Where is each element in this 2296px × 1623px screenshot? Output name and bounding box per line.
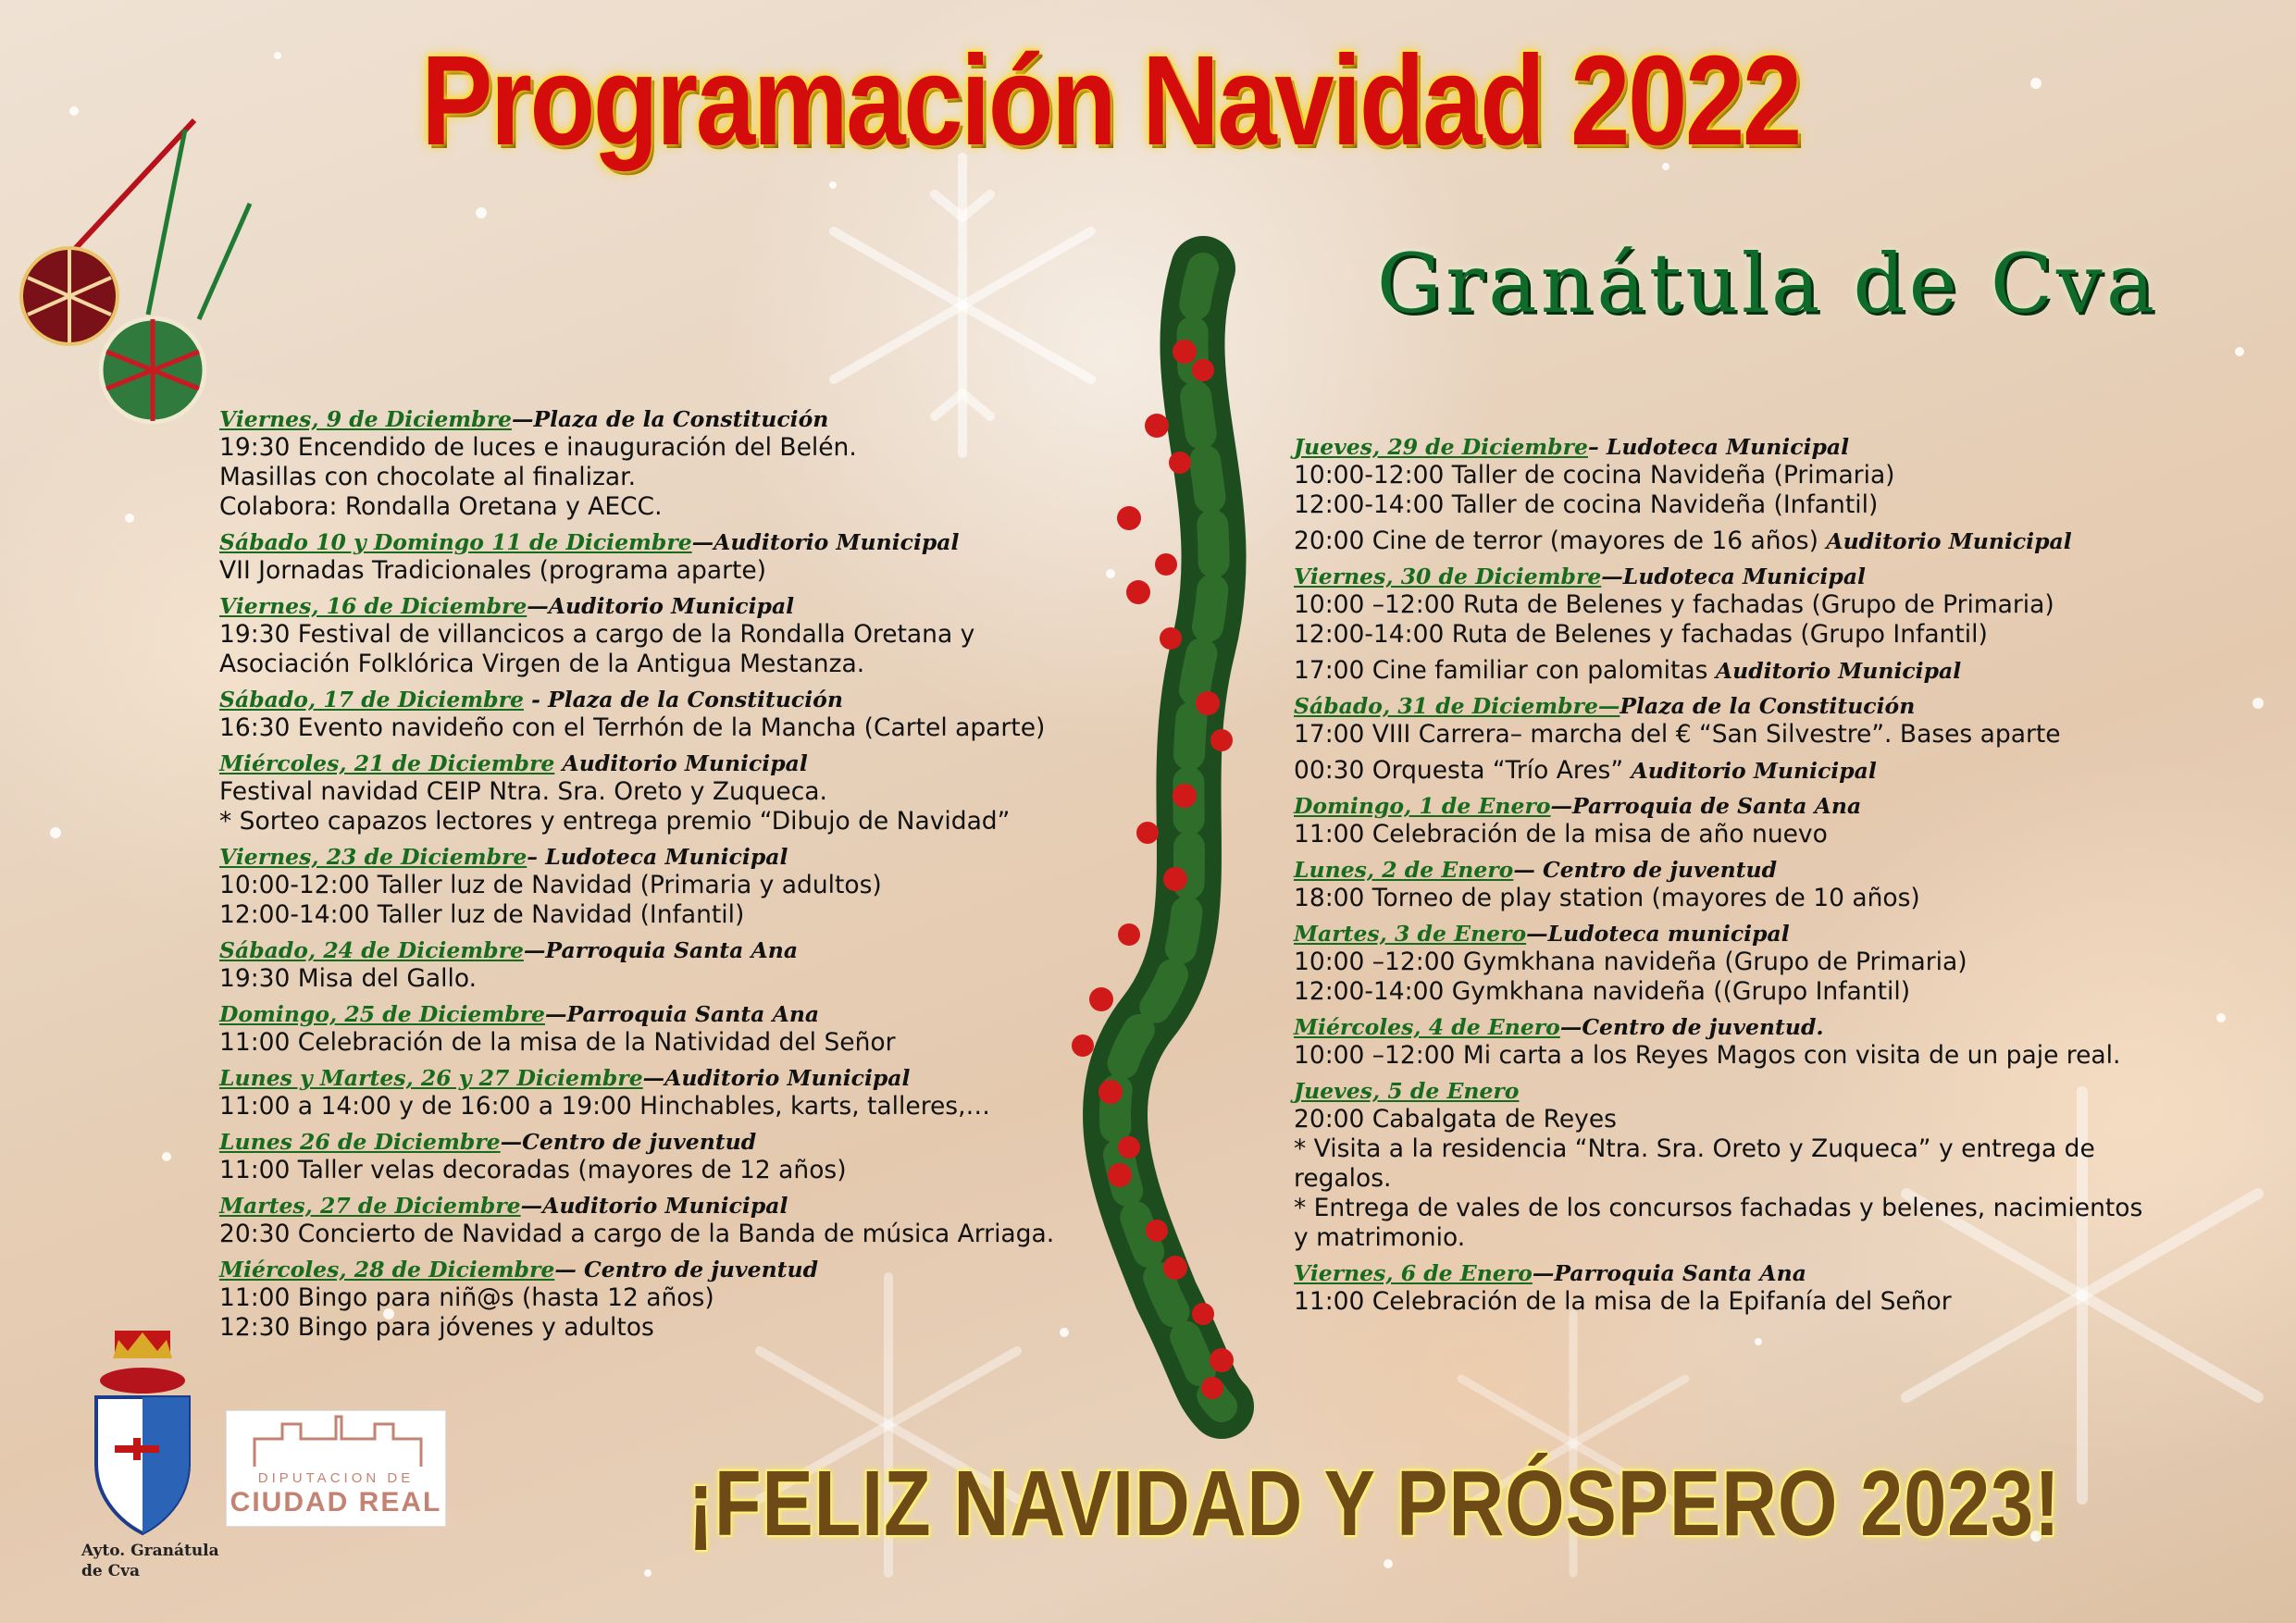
event-entry <box>1294 856 2182 913</box>
event-line: 10:00 –12:00 Gymkhana navideña (Grupo de Primaria) <box>1294 948 1967 976</box>
event-entry <box>1294 792 2182 849</box>
event-header <box>219 1192 1080 1220</box>
event-header <box>1294 1077 2182 1105</box>
event-line: 11:00 Taller velas decoradas (mayores de 12 años) <box>219 1156 847 1184</box>
event-line: 10:00 –12:00 Ruta de Belenes y fachadas (Grupo de Primaria) <box>1294 590 2054 619</box>
event-place: Plaza de la Constitución <box>1620 693 1916 719</box>
event-line: Masillas con chocolate al finalizar. <box>219 463 637 491</box>
event-date: Miércoles, 28 de Diciembre <box>219 1257 555 1282</box>
event-line: 19:30 Encendido de luces e inauguración del Belén. <box>219 433 857 462</box>
event-header <box>219 750 1080 777</box>
event-entry <box>1294 1013 2182 1071</box>
right-event-column <box>1294 433 2182 1323</box>
ornament-balls-icon <box>21 120 250 422</box>
event-place: —Parroquia de Santa Ana <box>1550 793 1862 819</box>
event-line: 20:30 Concierto de Navidad a cargo de la Banda de música Arriaga. <box>219 1220 1055 1248</box>
event-line: * Visita a la residencia “Ntra. Sra. Oreto y Zuqueca” y entrega de <box>1294 1134 2095 1163</box>
event-place: —Parroquia Santa Ana <box>1532 1260 1806 1286</box>
event-entry <box>219 1000 1080 1058</box>
event-place: —Auditorio Municipal <box>520 1193 788 1219</box>
event-line: 20:00 Cabalgata de Reyes <box>1294 1105 1617 1134</box>
event-entry <box>219 528 1080 586</box>
event-line: 17:00 VIII Carrera– marcha del € “San Silvestre”. Bases aparte <box>1294 720 2061 749</box>
event-line: 12:00-14:00 Taller de cocina Navideña (Infantil) <box>1294 490 1879 519</box>
event-date: Viernes, 23 de Diciembre <box>219 844 527 870</box>
event-line-text: 20:00 Cine de terror (mayores de 16 años) <box>1294 527 1827 555</box>
diputacion-logo <box>226 1410 446 1527</box>
event-header <box>1294 563 2182 590</box>
event-line: 11:00 Celebración de la misa de la Epifanía del Señor <box>1294 1287 1952 1316</box>
event-header <box>219 1064 1080 1092</box>
event-line: 12:00-14:00 Taller luz de Navidad (Infantil) <box>219 900 745 929</box>
event-place: —Centro de juventud. <box>1559 1014 1824 1040</box>
event-line: 12:30 Bingo para jóvenes y adultos <box>219 1313 654 1342</box>
event-line: 16:30 Evento navideño con el Terrhón de la Mancha (Cartel aparte) <box>219 713 1046 742</box>
event-header <box>1294 692 2182 720</box>
event-date: Domingo, 25 de Diciembre <box>219 1001 545 1027</box>
event-date: Sábado 10 y Domingo 11 de Diciembre <box>219 529 692 555</box>
event-entry <box>219 750 1080 836</box>
event-line: Festival navidad CEIP Ntra. Sra. Oreto y Zuqueca. <box>219 777 827 806</box>
event-entry <box>219 843 1080 930</box>
event-date: Miércoles, 21 de Diciembre <box>219 750 555 776</box>
event-date: Domingo, 1 de Enero <box>1294 793 1551 819</box>
event-header <box>1294 1013 2182 1041</box>
event-place: —Ludoteca municipal <box>1526 921 1790 947</box>
event-entry <box>219 592 1080 679</box>
event-header <box>219 405 1080 433</box>
ayto-caption-line2: de Cva <box>81 1562 141 1580</box>
event-place: —Plaza de la Constitución <box>511 406 829 432</box>
event-place: —Auditorio Municipal <box>527 593 795 619</box>
event-header <box>219 936 1080 964</box>
event-line <box>1294 527 2182 556</box>
event-line: 18:00 Torneo de play station (mayores de 10 años) <box>1294 884 1920 912</box>
event-line: y matrimonio. <box>1294 1223 1466 1252</box>
event-date: Sábado, 31 de Diciembre— <box>1294 693 1620 719</box>
event-date: Viernes, 6 de Enero <box>1294 1260 1533 1286</box>
event-entry <box>1294 692 2182 750</box>
event-entry <box>1294 920 2182 1007</box>
event-line: 10:00-12:00 Taller luz de Navidad (Primaria y adultos) <box>219 871 882 899</box>
event-entry <box>219 1064 1080 1121</box>
event-line: 11:00 Celebración de la misa de año nuevo <box>1294 820 1828 849</box>
event-line: VII Jornadas Tradicionales (programa aparte) <box>219 556 766 585</box>
event-line: 11:00 Bingo para niñ@s (hasta 12 años) <box>219 1283 714 1312</box>
event-line: * Entrega de vales de los concursos fachadas y belenes, nacimientos <box>1294 1194 2143 1222</box>
event-entry <box>219 936 1080 994</box>
event-place: —Centro de juventud <box>500 1129 757 1155</box>
event-header <box>219 1000 1080 1028</box>
event-date: Lunes 26 de Diciembre <box>219 1129 501 1155</box>
event-line <box>1294 756 2182 786</box>
event-header <box>1294 433 2182 461</box>
event-date: Miércoles, 4 de Enero <box>1294 1014 1560 1040</box>
event-header <box>1294 920 2182 948</box>
event-header <box>219 686 1080 713</box>
event-date: Lunes, 2 de Enero <box>1294 857 1514 883</box>
event-header <box>1294 856 2182 884</box>
building-outline-icon <box>227 1411 445 1470</box>
event-venue: Auditorio Municipal <box>1631 758 1877 784</box>
holly-garland-icon <box>1072 268 1234 1406</box>
event-place: – Ludoteca Municipal <box>527 844 788 870</box>
event-place: —Parroquia Santa Ana <box>544 1001 820 1027</box>
event-date: Sábado, 17 de Diciembre <box>219 687 524 712</box>
diputacion-name: CIUDAD REAL <box>230 1487 442 1518</box>
event-line <box>1294 656 2182 686</box>
event-date: Martes, 3 de Enero <box>1294 921 1527 947</box>
event-line-text: 00:30 Orquesta “Trío Ares” <box>1294 756 1632 785</box>
event-header <box>1294 792 2182 820</box>
event-place: — Centro de juventud <box>1513 857 1778 883</box>
event-line: 12:00-14:00 Ruta de Belenes y fachadas (Grupo Infantil) <box>1294 620 1988 649</box>
event-date: Jueves, 5 de Enero <box>1294 1078 1520 1104</box>
event-date: Sábado, 24 de Diciembre <box>219 937 524 963</box>
event-entry <box>1294 433 2182 520</box>
event-line-text: 17:00 Cine familiar con palomitas <box>1294 656 1716 685</box>
event-line: 10:00-12:00 Taller de cocina Navideña (Primaria) <box>1294 461 1895 489</box>
event-line: 10:00 –12:00 Mi carta a los Reyes Magos con visita de un paje real. <box>1294 1041 2121 1070</box>
left-event-column <box>219 405 1080 1349</box>
event-line: 19:30 Festival de villancicos a cargo de la Rondalla Oretana y <box>219 620 975 649</box>
event-place: - Plaza de la Constitución <box>523 687 843 712</box>
event-header <box>219 1128 1080 1156</box>
event-venue: Auditorio Municipal <box>1826 528 2072 554</box>
event-entry <box>219 686 1080 743</box>
event-header <box>219 1256 1080 1283</box>
event-place: —Ludoteca Municipal <box>1601 564 1866 589</box>
event-date: Jueves, 29 de Diciembre <box>1294 434 1588 460</box>
event-date: Martes, 27 de Diciembre <box>219 1193 521 1219</box>
page-title: Programación Navidad 2022 <box>421 30 1800 172</box>
event-header <box>219 592 1080 620</box>
event-entry <box>219 1128 1080 1185</box>
diputacion-subtitle: DIPUTACION DE <box>257 1470 415 1486</box>
event-place: Auditorio Municipal <box>554 750 808 776</box>
event-date: Viernes, 30 de Diciembre <box>1294 564 1602 589</box>
event-date: Lunes y Martes, 26 y 27 Diciembre <box>219 1065 643 1091</box>
event-line: 12:00-14:00 Gymkhana navideña ((Grupo Infantil) <box>1294 977 1911 1006</box>
event-line: 19:30 Misa del Gallo. <box>219 964 478 993</box>
event-entry <box>1294 563 2182 650</box>
event-line: 11:00 a 14:00 y de 16:00 a 19:00 Hinchables, karts, talleres,… <box>219 1092 991 1121</box>
coat-of-arms-icon <box>87 1325 198 1538</box>
greeting-banner: ¡FELIZ NAVIDAD Y PRÓSPERO 2023! <box>688 1452 2061 1555</box>
event-line: Colabora: Rondalla Oretana y AECC. <box>219 492 663 521</box>
event-entry <box>1294 1259 2182 1317</box>
event-place: – Ludoteca Municipal <box>1587 434 1850 460</box>
event-header <box>1294 1259 2182 1287</box>
event-entry <box>219 405 1080 522</box>
event-place: —Auditorio Municipal <box>691 529 960 555</box>
event-place: — Centro de juventud <box>554 1257 819 1282</box>
event-entry <box>1294 527 2182 556</box>
event-entry <box>1294 1077 2182 1253</box>
event-entry <box>1294 756 2182 786</box>
event-header <box>219 528 1080 556</box>
event-date: Viernes, 16 de Diciembre <box>219 593 527 619</box>
event-place: —Auditorio Municipal <box>642 1065 911 1091</box>
event-entry <box>219 1192 1080 1249</box>
ayto-caption-line1: Ayto. Granátula <box>81 1542 219 1560</box>
event-line: regalos. <box>1294 1164 1392 1193</box>
event-place: —Parroquia Santa Ana <box>523 937 799 963</box>
event-entry <box>219 1256 1080 1343</box>
town-subtitle: Granátula de Cva <box>1376 236 2159 331</box>
event-date: Viernes, 9 de Diciembre <box>219 406 512 432</box>
ayto-caption <box>81 1541 230 1581</box>
event-line: Asociación Folklórica Virgen de la Antigua Mestanza. <box>219 650 865 678</box>
event-venue: Auditorio Municipal <box>1715 658 1962 684</box>
event-line: 11:00 Celebración de la misa de la Natividad del Señor <box>219 1028 896 1057</box>
event-header <box>219 843 1080 871</box>
event-line: * Sorteo capazos lectores y entrega premio “Dibujo de Navidad” <box>219 807 1011 836</box>
event-entry <box>1294 656 2182 686</box>
